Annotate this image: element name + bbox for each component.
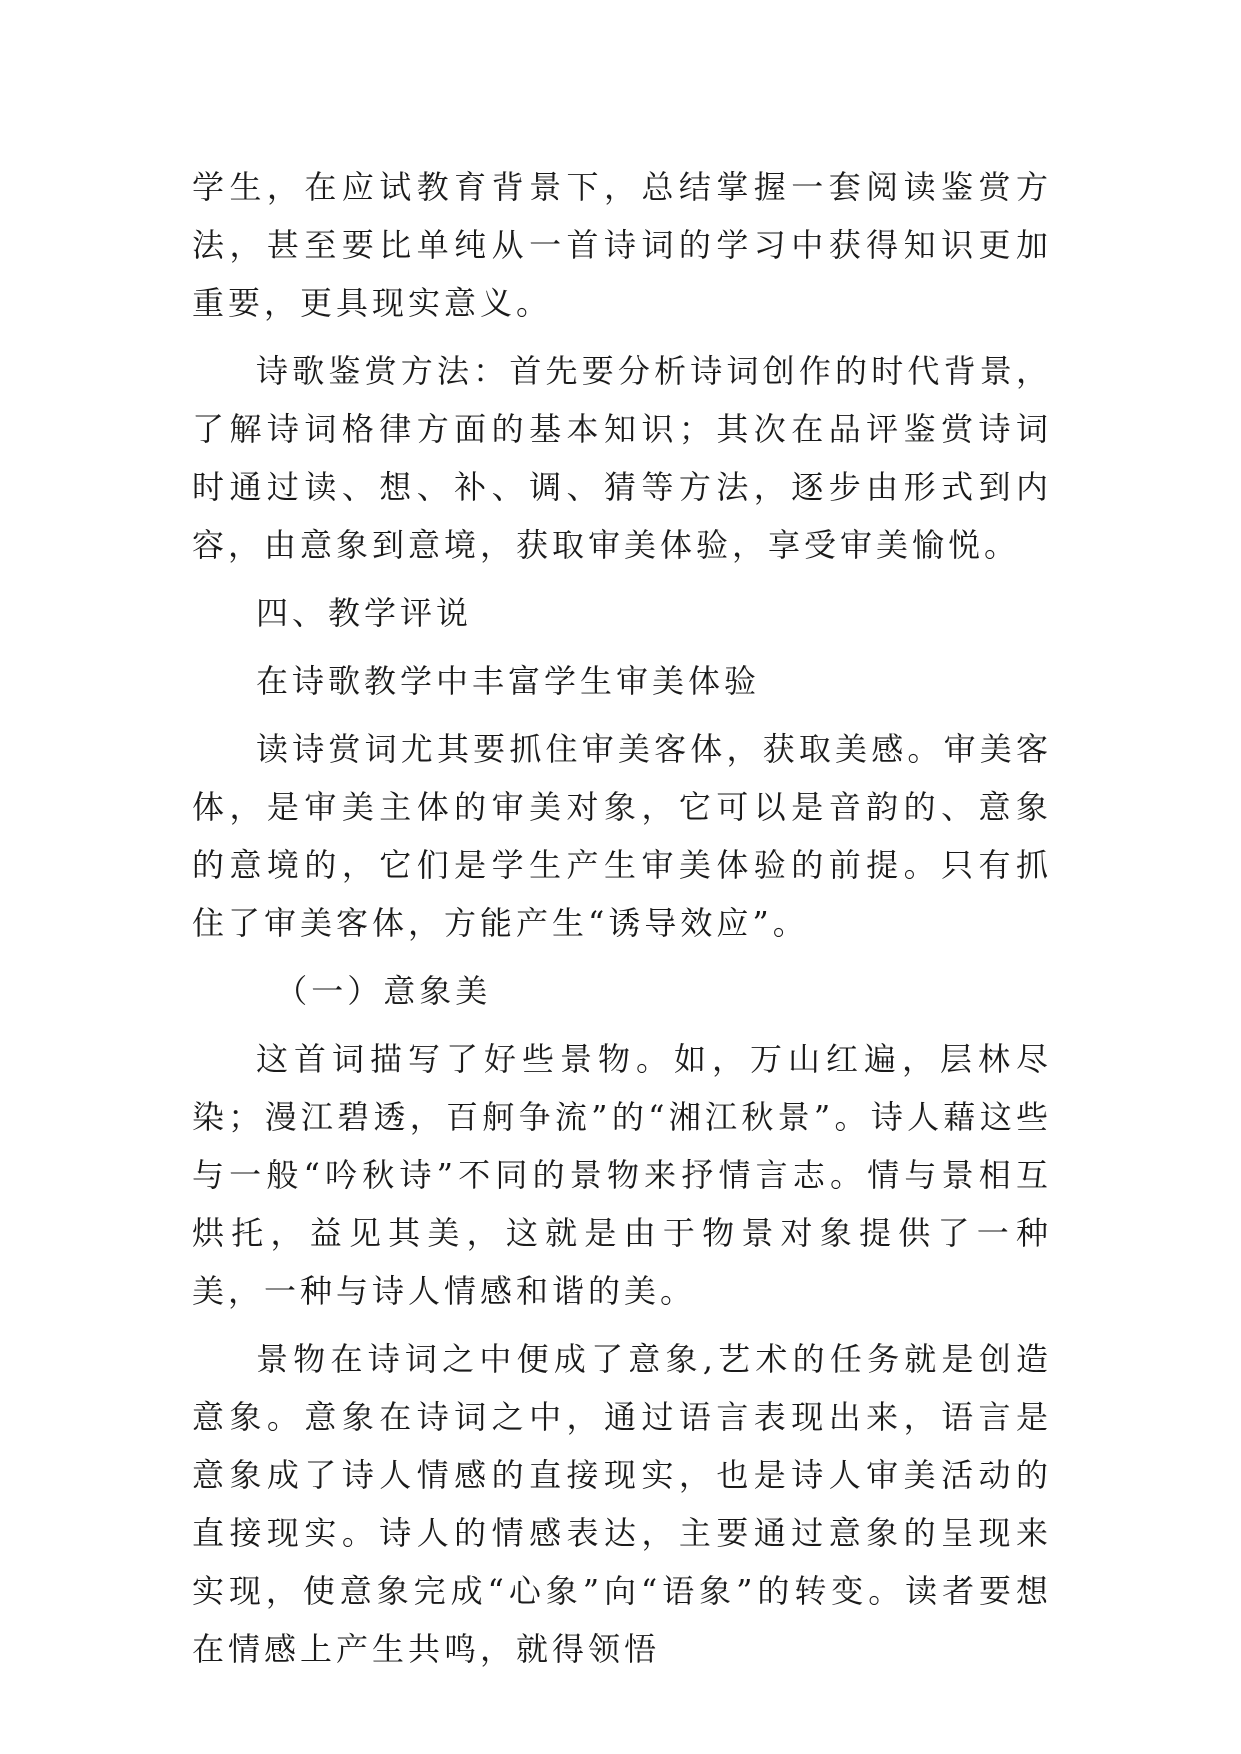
body-text xyxy=(192,158,1052,1678)
subheading-aesthetic-experience: 在诗歌教学中丰富学生审美体验 xyxy=(256,662,761,700)
section-heading-teaching-commentary: 四、教学评说 xyxy=(256,594,473,632)
paragraph-continuation: 学生，在应试教育背景下，总结掌握一套阅读鉴赏方法，甚至要比单纯从一首诗词的学习中获得知识更加重要，更具现实意义。 xyxy=(192,168,1052,322)
paragraph-aesthetic-object: 读诗赏词尤其要抓住审美客体，获取美感。审美客体，是审美主体的审美对象，它可以是音韵的、意象的意境的，它们是学生产生审美体验的前提。只有抓住了审美客体，方能产生“诱导效应”。 xyxy=(192,730,1052,942)
subsection-heading-imagery-beauty: （一）意象美 xyxy=(275,972,492,1010)
paragraph-imagery-language: 景物在诗词之中便成了意象,艺术的任务就是创造意象。意象在诗词之中，通过语言表现出来，语言是意象成了诗人情感的直接现实，也是诗人审美活动的直接现实。诗人的情感表达，主要通过意象的呈现来实现，使意象完成“心象”向“语象”的转变。读者要想在情感上产生共鸣，就得领悟 xyxy=(192,1340,1052,1668)
paragraph-appreciation-method: 诗歌鉴赏方法：首先要分析诗词创作的时代背景，了解诗词格律方面的基本知识；其次在品评鉴赏诗词时通过读、想、补、调、猜等方法，逐步由形式到内容，由意象到意境，获取审美体验，享受审美愉悦。 xyxy=(192,352,1052,564)
paragraph-scenery-description: 这首词描写了好些景物。如，万山红遍，层林尽染；漫江碧透，百舸争流”的“湘江秋景”。诗人藉这些与一般“吟秋诗”不同的景物来抒情言志。情与景相互烘托，益见其美，这就是由于物景对象提供了一种美，一种与诗人情感和谐的美。 xyxy=(192,1040,1052,1310)
